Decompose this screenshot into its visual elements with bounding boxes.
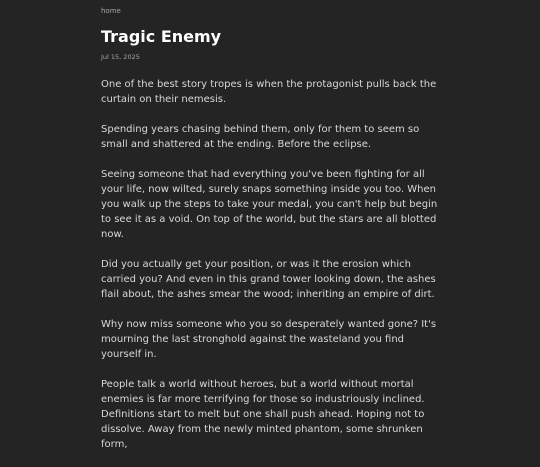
post-paragraph: People talk a world without heroes, but a world without mortal enemies is far more terrifying for those so industriously inclined. Definitions start to melt but one shall push ahead. Hoping not to dissolve. Away from the newly minted phantom, some shrunken form, (101, 379, 425, 450)
post-paragraph: Spending years chasing behind them, only for them to seem so small and shattered at the ending. Before the eclipse. (101, 124, 420, 150)
breadcrumb-home-link[interactable]: home (101, 7, 121, 15)
post-title: Tragic Enemy (101, 27, 222, 46)
post-paragraph: Seeing someone that had everything you've been fighting for all your life, now wilted, surely snaps something inside you too. When you walk up the steps to take your medal, you can't help but begin to see it as a void. On top of the world, but the stars are all blotted now. (101, 169, 438, 240)
post-paragraph: Did you actually get your position, or was it the erosion which carried you? And even in this grand tower looking down, the ashes flail about, the ashes smear the wood; inheriting an empire of dirt. (101, 259, 436, 300)
post-body (101, 77, 441, 467)
post-paragraph: One of the best story tropes is when the protagonist pulls back the curtain on their nemesis. (101, 79, 437, 105)
post-paragraph: Why now miss someone who you so desperately wanted gone? It's mourning the last stronghold against the wasteland you find yourself in. (101, 319, 437, 360)
post-date: Jul 15, 2025 (101, 53, 140, 61)
